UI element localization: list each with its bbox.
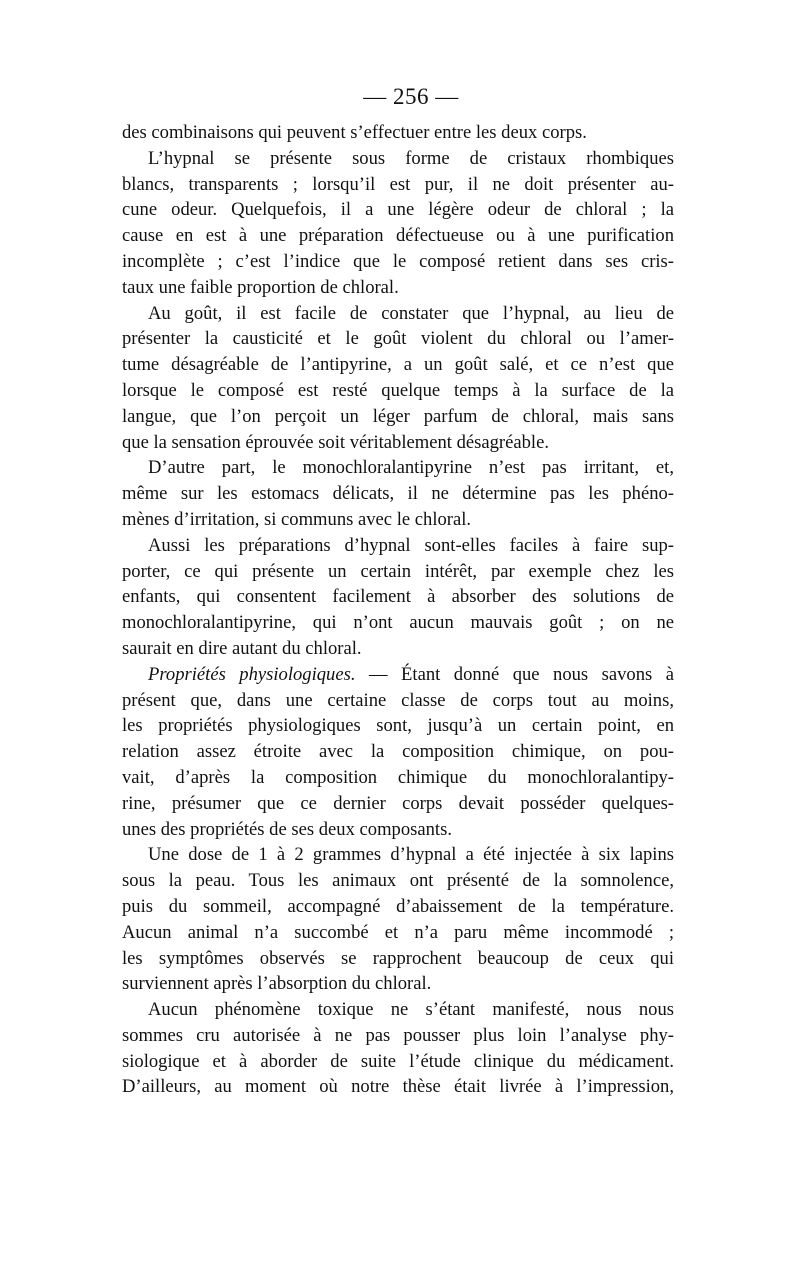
text-line: sommes cru autorisée à ne pas pousser plus loin l’analyse phy- <box>122 1024 674 1046</box>
paragraph <box>122 997 674 1100</box>
text-line: les symptômes observés se rapprochent beaucoup de ceux qui <box>122 947 674 969</box>
text-line: rine, présumer que ce dernier corps devait posséder quelques- <box>122 792 674 814</box>
page-number: — 256 — <box>363 84 459 109</box>
paragraph <box>122 662 674 843</box>
text-line: L’hypnal se présente sous forme de cristaux rhombiques <box>148 147 674 169</box>
text-line: blancs, transparents ; lorsqu’il est pur, il ne doit présenter au- <box>122 173 674 195</box>
paragraph <box>122 120 674 146</box>
text-line: Aussi les préparations d’hypnal sont-elles faciles à faire sup- <box>148 534 674 556</box>
text-line: incomplète ; c’est l’indice que le composé retient dans ses cris- <box>122 250 674 272</box>
text-line: unes des propriétés de ses deux composants. <box>122 818 452 840</box>
text-line: saurait en dire autant du chloral. <box>122 637 362 659</box>
text-line: sous la peau. Tous les animaux ont présenté de la somnolence, <box>122 870 674 892</box>
text-line: cause en est à une préparation défectueuse ou à une purification <box>122 225 674 247</box>
text-line <box>122 662 674 688</box>
text-line: Aucun animal n’a succombé et n’a paru même incommodé ; <box>122 921 674 943</box>
text-line: enfants, qui consentent facilement à absorber des solutions de <box>122 586 674 608</box>
text-line: des combinaisons qui peuvent s’effectuer entre les deux corps. <box>122 122 587 143</box>
text-line: puis du sommeil, accompagné d’abaissement de la température. <box>122 895 674 917</box>
book-page <box>122 84 674 1100</box>
text-line: Au goût, il est facile de constater que l’hypnal, au lieu de <box>148 302 674 324</box>
text-line: relation assez étroite avec la composition chimique, on pou- <box>122 741 674 763</box>
text-line: porter, ce qui présente un certain intérêt, par exemple chez les <box>122 560 674 582</box>
text-body <box>122 120 674 1100</box>
text-line: vait, d’après la composition chimique du monochloralantipy- <box>122 766 674 788</box>
text-line: cune odeur. Quelquefois, il a une légère odeur de chloral ; la <box>122 199 674 221</box>
text-line: langue, que l’on perçoit un léger parfum de chloral, mais sans <box>122 405 674 427</box>
text-line: lorsque le composé est resté quelque temps à la surface de la <box>122 379 674 401</box>
text-line: Une dose de 1 à 2 grammes d’hypnal a été injectée à six lapins <box>148 844 674 866</box>
text-line: présent que, dans une certaine classe de corps tout au moins, <box>122 689 674 711</box>
text-line: les propriétés physiologiques sont, jusqu’à un certain point, en <box>122 715 674 737</box>
paragraph <box>122 842 674 997</box>
text-line: Aucun phénomène toxique ne s’étant manifesté, nous nous <box>148 999 674 1021</box>
text-line: monochloralantipyrine, qui n’ont aucun mauvais goût ; on ne <box>122 612 674 634</box>
text-line: D’autre part, le monochloralantipyrine n’est pas irritant, et, <box>148 457 674 479</box>
paragraph <box>122 301 674 456</box>
paragraph <box>122 146 674 301</box>
text-line: siologique et à aborder de suite l’étude clinique du médicament. <box>122 1050 674 1072</box>
text-line: même sur les estomacs délicats, il ne détermine pas les phéno- <box>122 483 674 505</box>
text-line: mènes d’irritation, si communs avec le chloral. <box>122 508 472 530</box>
section-heading: Propriétés physiologiques. <box>148 663 356 685</box>
text-line: que la sensation éprouvée soit véritablement désagréable. <box>122 431 549 453</box>
text-line: surviennent après l’absorption du chloral. <box>122 973 432 995</box>
text-line: tume désagréable de l’antipyrine, a un goût salé, et ce n’est que <box>122 354 674 376</box>
text-line-rest: — Étant donné que nous savons à <box>355 663 674 685</box>
text-line: taux une faible proportion de chloral. <box>122 276 399 298</box>
text-line: D’ailleurs, au moment où notre thèse était livrée à l’impression, <box>122 1076 674 1098</box>
paragraph <box>122 533 674 662</box>
text-line: présenter la causticité et le goût violent du chloral ou l’amer- <box>122 328 674 350</box>
paragraph <box>122 455 674 532</box>
